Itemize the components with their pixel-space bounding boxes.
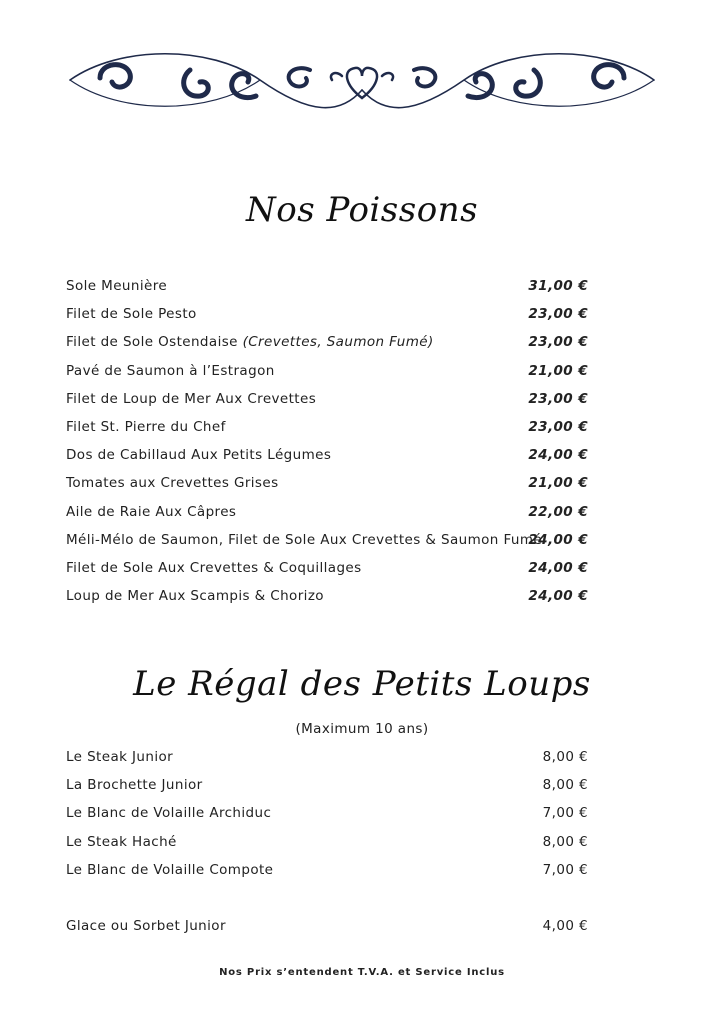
item-name: [66, 749, 173, 765]
item-name: [66, 805, 271, 821]
item-price: 24,00 €: [528, 588, 588, 605]
item-price: 23,00 €: [528, 390, 588, 407]
enfants-list: [66, 749, 590, 890]
item-name: [66, 862, 273, 878]
item-name: [66, 306, 197, 322]
item-name-text: Filet de Sole Aux Crevettes & Coquillages: [66, 559, 362, 576]
item-name-text: Méli-Mélo de Saumon, Filet de Sole Aux Crevettes & Saumon Fumé: [66, 531, 543, 548]
item-price: 22,00 €: [528, 503, 588, 520]
item-name-text: Tomates aux Crevettes Grises: [66, 475, 279, 492]
dessert-list: [66, 918, 590, 946]
item-name-text: Aile de Raie Aux Câpres: [66, 503, 237, 520]
item-price: 23,00 €: [528, 418, 588, 435]
menu-item: [66, 278, 590, 306]
item-name-text: Le Steak Junior: [66, 749, 174, 765]
item-name: [66, 834, 177, 850]
item-name-text: Filet de Sole Ostendaise: [66, 334, 243, 351]
item-name-text: Loup de Mer Aux Scampis & Chorizo: [66, 588, 324, 605]
item-name-text: Le Blanc de Volaille Archiduc: [66, 805, 272, 822]
poissons-list: [66, 278, 590, 616]
item-price: 4,00 €: [542, 918, 588, 934]
menu-item: [66, 475, 590, 503]
item-name: [66, 560, 362, 576]
menu-item: [66, 504, 590, 532]
item-price: 21,00 €: [528, 362, 588, 379]
item-name: [66, 334, 434, 350]
item-price: 8,00 €: [542, 777, 588, 794]
item-name: Glace ou Sorbet Junior: [66, 918, 226, 934]
item-price: 8,00 €: [542, 833, 588, 850]
item-name-text: Sole Meunière: [66, 278, 168, 294]
section-title-enfants: Le Régal des Petits Loups: [133, 664, 591, 704]
menu-item: [66, 588, 590, 616]
item-note: (Crevettes, Saumon Fumé): [242, 334, 434, 351]
menu-item: [66, 560, 590, 588]
item-name-text: La Brochette Junior: [66, 777, 203, 794]
item-price: 31,00 €: [528, 278, 588, 294]
item-name-text: Le Blanc de Volaille Compote: [66, 861, 274, 878]
item-name: [66, 532, 542, 548]
menu-item: [66, 834, 590, 862]
item-name: [66, 278, 167, 294]
item-price: 8,00 €: [542, 749, 588, 765]
item-name: [66, 391, 316, 407]
menu-item: [66, 862, 590, 890]
item-name: [66, 419, 226, 435]
item-name-text: Filet St. Pierre du Chef: [66, 418, 226, 435]
menu-item: [66, 363, 590, 391]
item-price: 7,00 €: [542, 805, 588, 822]
menu-item: [66, 447, 590, 475]
section-subtitle: (Maximum 10 ans): [295, 721, 429, 737]
flourish-ornament-icon: [60, 40, 664, 120]
item-name: [66, 588, 324, 604]
item-name-text: Pavé de Saumon à l’Estragon: [66, 362, 275, 379]
footer-note: Nos Prix s’entendent T.V.A. et Service Inclus: [219, 967, 505, 978]
menu-item: [66, 306, 590, 334]
item-price: 21,00 €: [528, 475, 588, 492]
item-name: [66, 504, 236, 520]
item-name: [66, 475, 279, 491]
menu-item: [66, 419, 590, 447]
item-name-text: Filet de Loup de Mer Aux Crevettes: [66, 390, 317, 407]
item-price: 23,00 €: [528, 334, 588, 351]
item-price: 7,00 €: [542, 861, 588, 878]
item-name: [66, 777, 203, 793]
menu-item-dessert: [66, 918, 590, 946]
menu-item: [66, 532, 590, 560]
item-name-text: Dos de Cabillaud Aux Petits Légumes: [66, 447, 332, 464]
item-name-text: Filet de Sole Pesto: [66, 306, 197, 323]
menu-item: [66, 391, 590, 419]
menu-item: [66, 749, 590, 777]
menu-item: [66, 805, 590, 833]
item-price: 23,00 €: [528, 306, 588, 323]
item-name: [66, 447, 331, 463]
item-price: 24,00 €: [528, 447, 588, 464]
item-price: 24,00 €: [528, 531, 588, 548]
section-title-poissons: Nos Poissons: [245, 190, 479, 230]
menu-item: [66, 777, 590, 805]
item-name: [66, 363, 275, 379]
item-name-text: Le Steak Haché: [66, 833, 177, 850]
menu-item: [66, 334, 590, 362]
item-price: 24,00 €: [528, 559, 588, 576]
